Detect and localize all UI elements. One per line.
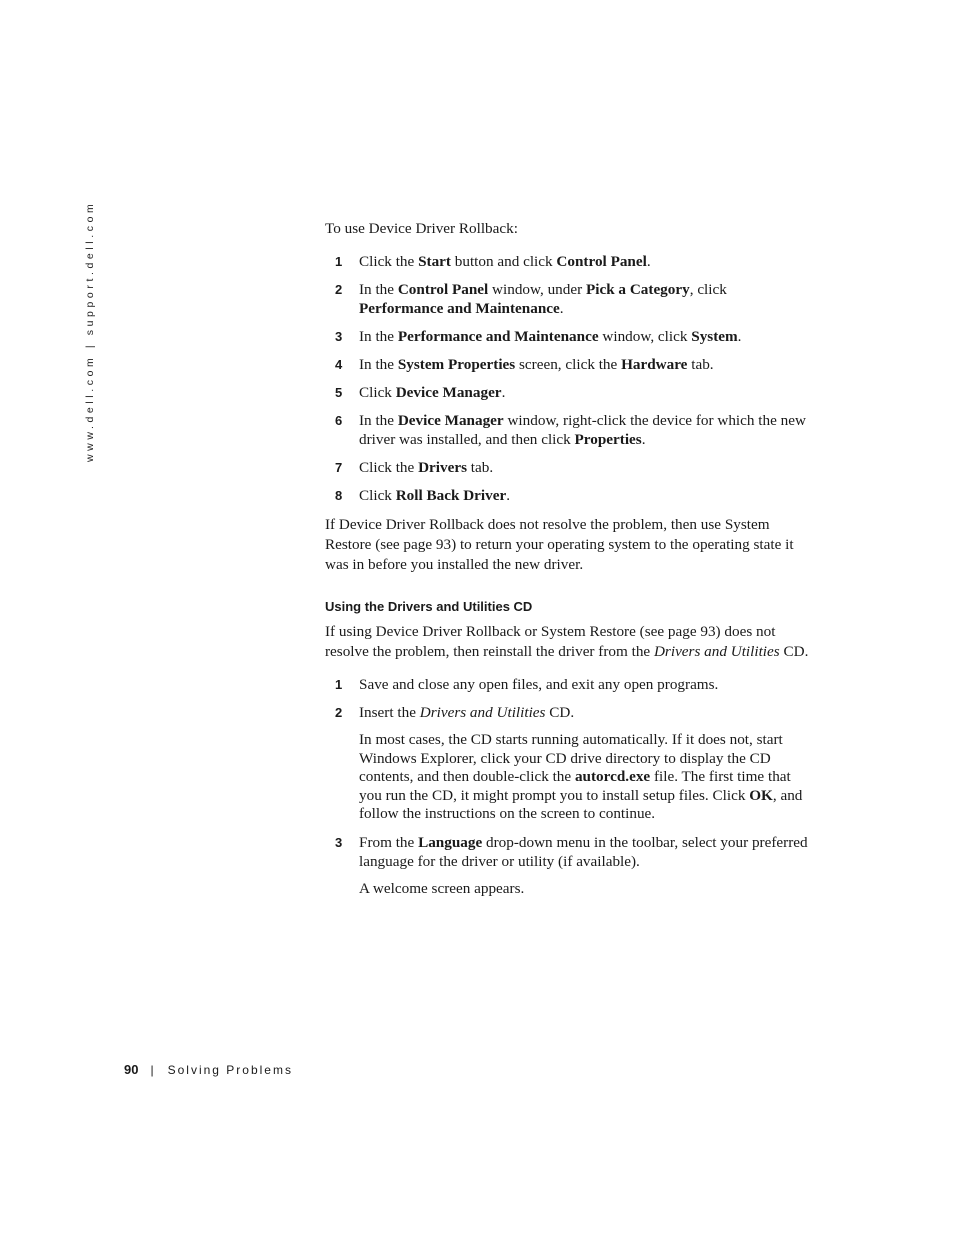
ui-term: Device Manager	[395, 384, 502, 401]
ui-term: OK	[749, 786, 773, 804]
step-text: drop-down menu in the toolbar, select your preferred language for the driver or utility (if available).	[359, 833, 808, 870]
step-text: tab.	[466, 459, 494, 476]
step-number: 6	[335, 413, 343, 428]
cd-step-2-detail	[359, 731, 815, 824]
section-heading: Using the Drivers and Utilities CD	[325, 599, 533, 614]
step-text: .	[559, 300, 564, 317]
ui-term: Start	[418, 253, 451, 270]
step-number: 3	[335, 834, 343, 850]
rollback-steps	[325, 252, 815, 505]
step-text: From the	[359, 833, 419, 851]
step-1	[325, 252, 815, 271]
ui-term: Control Panel	[397, 281, 489, 298]
ui-term: Performance and Maintenance	[359, 300, 560, 317]
step-text: window, right-click the device for which the new driver was installed, and then click	[359, 412, 806, 448]
ui-term: System Properties	[397, 356, 516, 373]
footer-separator: |	[150, 1063, 154, 1077]
section-name: Solving Problems	[167, 1063, 293, 1077]
main-content	[325, 219, 815, 908]
cd-step-2	[325, 703, 815, 824]
step-7	[325, 458, 815, 477]
step-2	[325, 280, 815, 318]
step-text: window, under	[488, 281, 586, 298]
step-text: In the	[359, 356, 398, 373]
step-text: .	[641, 431, 646, 448]
step-text: .	[737, 328, 742, 345]
ui-term: System	[691, 328, 738, 345]
step-text: In the	[359, 328, 398, 345]
step-text: , click	[689, 281, 727, 298]
cd-intro	[325, 622, 815, 662]
para-text: CD.	[779, 643, 809, 660]
step-text: .	[501, 384, 506, 401]
rollback-note: If Device Driver Rollback does not resolve the problem, then use System Restore (see page 93) to return your operating system to the operating state it was in before you installed the new driver.	[325, 516, 794, 573]
ui-term: Roll Back Driver	[395, 487, 507, 504]
step-number: 2	[335, 705, 343, 720]
step-number: 2	[335, 282, 343, 297]
ui-term: Drivers	[418, 459, 467, 476]
ui-term: Language	[418, 833, 483, 851]
step-text: button and click	[450, 253, 557, 270]
step-text: In the	[359, 281, 398, 298]
step-number: 1	[335, 677, 343, 692]
step-text: .	[646, 253, 651, 270]
step-number: 7	[335, 460, 343, 475]
page-number: 90	[124, 1062, 139, 1077]
step-4	[325, 355, 815, 374]
step-text: CD.	[545, 704, 575, 721]
step-text: Click the	[359, 459, 419, 476]
para-text: If using Device Driver Rollback or System Restore (see page 93) does not resolve the problem, then reinstall the driver from the	[325, 623, 776, 660]
page-footer	[124, 1062, 293, 1077]
step-number: 8	[335, 488, 343, 503]
ui-term: Control Panel	[556, 253, 647, 270]
step-3	[325, 327, 815, 346]
ui-term: Device Manager	[397, 412, 504, 429]
step-text: Click	[359, 487, 396, 504]
file-name: autorcd.exe	[574, 768, 651, 786]
cd-step-1	[325, 675, 815, 694]
step-text: Save and close any open files, and exit any open programs.	[359, 676, 719, 693]
step-number: 5	[335, 385, 343, 400]
step-text: .	[506, 487, 511, 504]
cd-steps	[325, 675, 815, 899]
cd-title: Drivers and Utilities	[419, 704, 546, 721]
step-6	[325, 411, 815, 449]
step-8	[325, 486, 815, 505]
step-number: 1	[335, 254, 343, 269]
step-text: In most cases, the CD starts running automatically. If it does not, start Windows Explorer, click your CD drive directory to display the CD contents, and then double-click the	[359, 731, 783, 786]
step-text: Insert the	[359, 704, 420, 721]
step-text: tab.	[687, 356, 714, 373]
step-number: 4	[335, 357, 343, 372]
step-text: screen, click the	[515, 356, 622, 373]
step-number: 3	[335, 329, 343, 344]
rollback-intro: To use Device Driver Rollback:	[325, 220, 518, 237]
step-5	[325, 383, 815, 402]
side-url: www.dell.com | support.dell.com	[84, 200, 96, 462]
ui-term: Performance and Maintenance	[397, 328, 599, 345]
cd-step-3	[325, 833, 815, 899]
step-text: window, click	[598, 328, 692, 345]
step-text: , and follow the instructions on the screen to continue.	[359, 786, 803, 823]
ui-term: Properties	[574, 431, 642, 448]
cd-title: Drivers and Utilities	[653, 643, 780, 660]
step-text: file. The first time that you run the CD, it might prompt you to install setup files. Click	[359, 768, 791, 804]
cd-step-3-detail: A welcome screen appears.	[359, 879, 525, 897]
ui-term: Hardware	[621, 356, 688, 373]
ui-term: Pick a Category	[585, 281, 690, 298]
step-text: Click the	[359, 253, 419, 270]
step-text: In the	[359, 412, 398, 429]
step-text: Click	[359, 384, 396, 401]
